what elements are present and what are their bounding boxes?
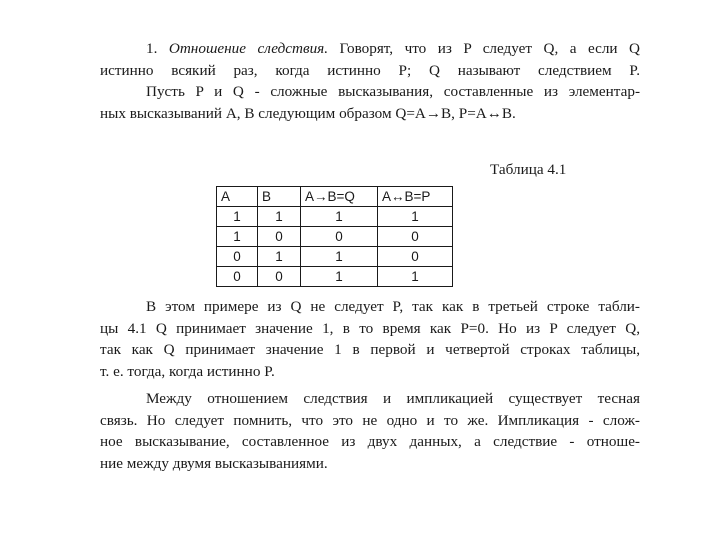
header-a: A (217, 187, 258, 207)
table-cell: 1 (217, 227, 258, 247)
table-row (217, 227, 453, 247)
table-row (217, 207, 453, 227)
table-cell: 0 (258, 227, 301, 247)
para2-line1: В этом примере из Q не следует P, так как в третьей строке табли- (146, 298, 640, 315)
table-cell: 1 (258, 207, 301, 227)
truth-table (216, 186, 453, 287)
table-caption: Таблица 4.1 (490, 161, 567, 178)
table-cell: 0 (217, 247, 258, 267)
term-consequence: Отношение следствия. (168, 40, 329, 57)
section-number: 1. (146, 40, 158, 57)
para1-line1 (100, 38, 640, 60)
table-cell: 0 (378, 247, 453, 267)
table-cell: 0 (258, 267, 301, 287)
table-cell: 0 (301, 227, 378, 247)
table-row (217, 267, 453, 287)
para3-line3: ное высказывание, составленное из двух данных, а следствие - отноше- (100, 433, 640, 450)
header-b: B (258, 187, 301, 207)
para3-line2: связь. Но следует помнить, что это не одно и то же. Импликация - слож- (100, 411, 640, 429)
table-cell: 1 (301, 207, 378, 227)
para1-line3: Пусть P и Q - сложные высказывания, составленные из элементар- (146, 83, 640, 100)
paragraph-example-explanation (100, 296, 640, 382)
para2-line4: т. е. тогда, когда истинно P. (100, 362, 275, 380)
table-cell: 1 (301, 267, 378, 287)
table-cell: 1 (217, 207, 258, 227)
paragraph-consequence-definition (100, 38, 640, 124)
para3-line1: Между отношением следствия и импликацией существует тесная (146, 390, 640, 407)
table-cell: 0 (378, 227, 453, 247)
para1-line4: ных высказываний A, B следующим образом Q=A→B, P=A↔B. (100, 104, 516, 122)
header-equivalence-p: A↔B=P (378, 187, 453, 207)
table-cell: 1 (378, 207, 453, 227)
para3-line4: ние между двумя высказываниями. (100, 454, 328, 472)
para1-line2: истинно всякий раз, когда истинно P; Q называют следствием P. (100, 61, 640, 79)
table-cell: 1 (301, 247, 378, 267)
para2-line2: цы 4.1 Q принимает значение 1, в то время как P=0. Но из P следует Q, (100, 319, 640, 337)
header-implication-q: A→B=Q (301, 187, 378, 207)
para1-line1-rest: Говорят, что из P следует Q, а если Q (339, 40, 641, 57)
para2-line3: так как Q принимает значение 1 в первой и четвертой строках таблицы, (100, 341, 640, 358)
table-header-row (217, 187, 453, 207)
table-cell: 1 (378, 267, 453, 287)
table-cell: 1 (258, 247, 301, 267)
paragraph-implication-vs-consequence (100, 388, 640, 474)
table-cell: 0 (217, 267, 258, 287)
table-row (217, 247, 453, 267)
